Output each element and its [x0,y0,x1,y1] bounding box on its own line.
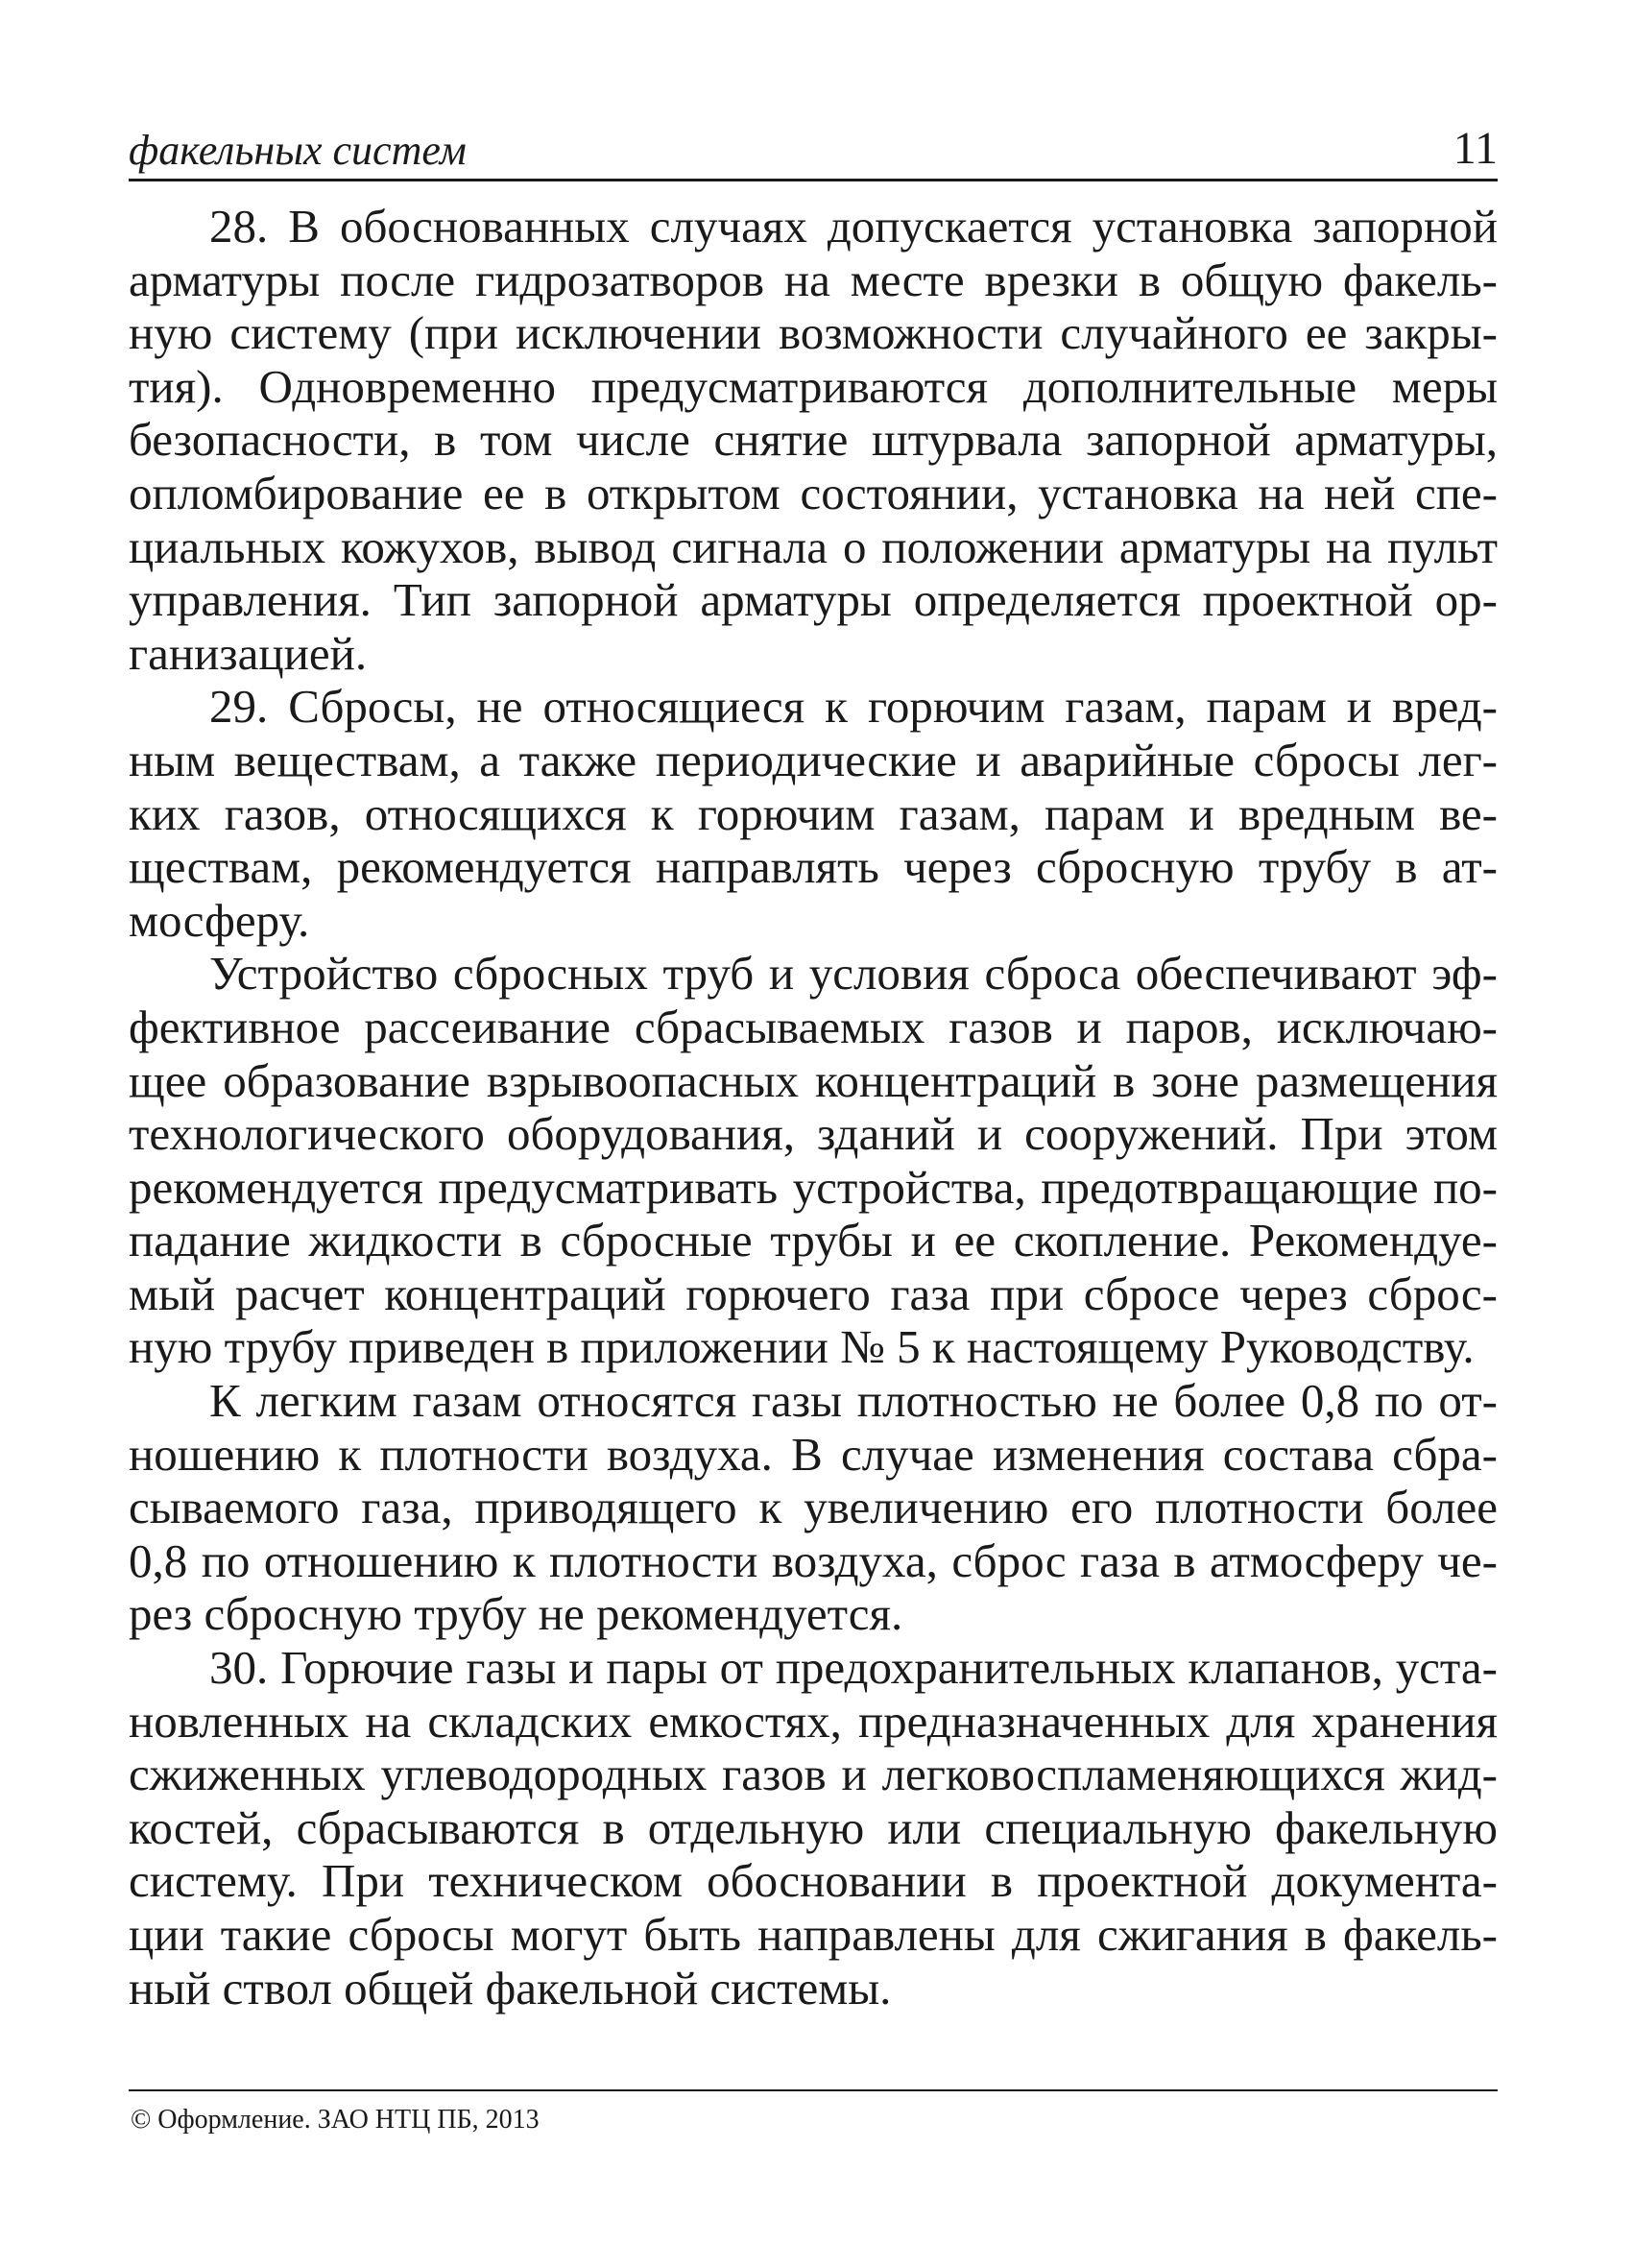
text-line: ганизацией. [129,626,368,680]
text-line: щее образование взрывоопасных концентраций в зоне размещения [129,1053,1498,1107]
text-line: падание жидкости в сбросные трубы и ее скопление. Рекомендуе- [129,1214,1498,1267]
text-line: 30. Горючие газы и пары от предохранительных клапанов, уста- [209,1641,1498,1695]
text-line: технологического оборудования, зданий и сооружений. При этом [129,1107,1498,1161]
text-line: ную систему (при исключении возможности случайного ее закры- [129,306,1498,360]
text-line: арматуры после гидрозатворов на месте врезки в общую факель- [129,253,1498,306]
text-line: рез сбросную трубу не рекомендуется. [129,1587,903,1641]
text-line: ную трубу приведен в приложении № 5 к настоящему Руководству. [129,1320,1475,1374]
header-rule [129,179,1498,181]
text-line: систему. При техническом обосновании в проектной документа- [129,1854,1498,1908]
text-line: сжиженных углеводородных газов и легковоспламеняющихся жид- [129,1748,1498,1801]
text-line: 29. Сбросы, не относящиеся к горючим газам, парам и вред- [209,680,1498,734]
running-header [129,123,1498,179]
copyright-notice: © Оформление. ЗАО НТЦ ПБ, 2013 [131,2105,540,2135]
text-line: тия). Одновременно предусматриваются дополнительные меры [129,359,1498,413]
text-line: сываемого газа, приводящего к увеличению его плотности более [129,1481,1498,1534]
text-line: ношению к плотности воздуха. В случае изменения состава сбра- [129,1427,1498,1481]
text-line: опломбирование ее в открытом состоянии, установка на ней спе- [129,466,1498,519]
text-line: мый расчет концентраций горючего газа при сбросе через сброс- [129,1267,1498,1320]
text-line: фективное рассеивание сбрасываемых газов и паров, исключаю- [129,1000,1498,1053]
text-line: циальных кожухов, вывод сигнала о положении арматуры на пульт [129,519,1498,573]
text-line: 28. В обоснованных случаях допускается установка запорной [209,200,1498,253]
text-line: управления. Тип запорной арматуры определяется проектной ор- [129,573,1498,627]
text-line: новленных на складских емкостях, предназначенных для хранения [129,1694,1498,1748]
text-line: ции такие сбросы могут быть направлены для сжигания в факель- [129,1908,1498,1961]
text-line: ких газов, относящихся к горючим газам, парам и вредным ве- [129,786,1498,840]
text-line: ществам, рекомендуется направлять через сбросную трубу в ат- [129,840,1498,894]
text-line: костей, сбрасываются в отдельную или специальную факельную [129,1800,1498,1854]
running-title: факельных систем [129,127,467,174]
page-number: 11 [1453,123,1498,174]
text-line: К легким газам относятся газы плотностью не более 0,8 по от- [209,1374,1498,1428]
body-text [129,200,1498,2015]
text-line: рекомендуется предусматривать устройства, предотвращающие по- [129,1160,1498,1214]
text-line: мосферу. [129,893,310,947]
text-line: безопасности, в том числе снятие штурвала запорной арматуры, [129,413,1498,467]
text-line: ным веществам, а также периодические и аварийные сбросы лег- [129,733,1498,786]
text-line: Устройство сбросных труб и условия сброса обеспечивают эф- [209,947,1498,1001]
text-line: 0,8 по отношению к плотности воздуха, сброс газа в атмосферу че- [129,1533,1498,1587]
footer-rule [129,2089,1498,2091]
text-line: ный ствол общей факельной системы. [129,1961,892,2015]
